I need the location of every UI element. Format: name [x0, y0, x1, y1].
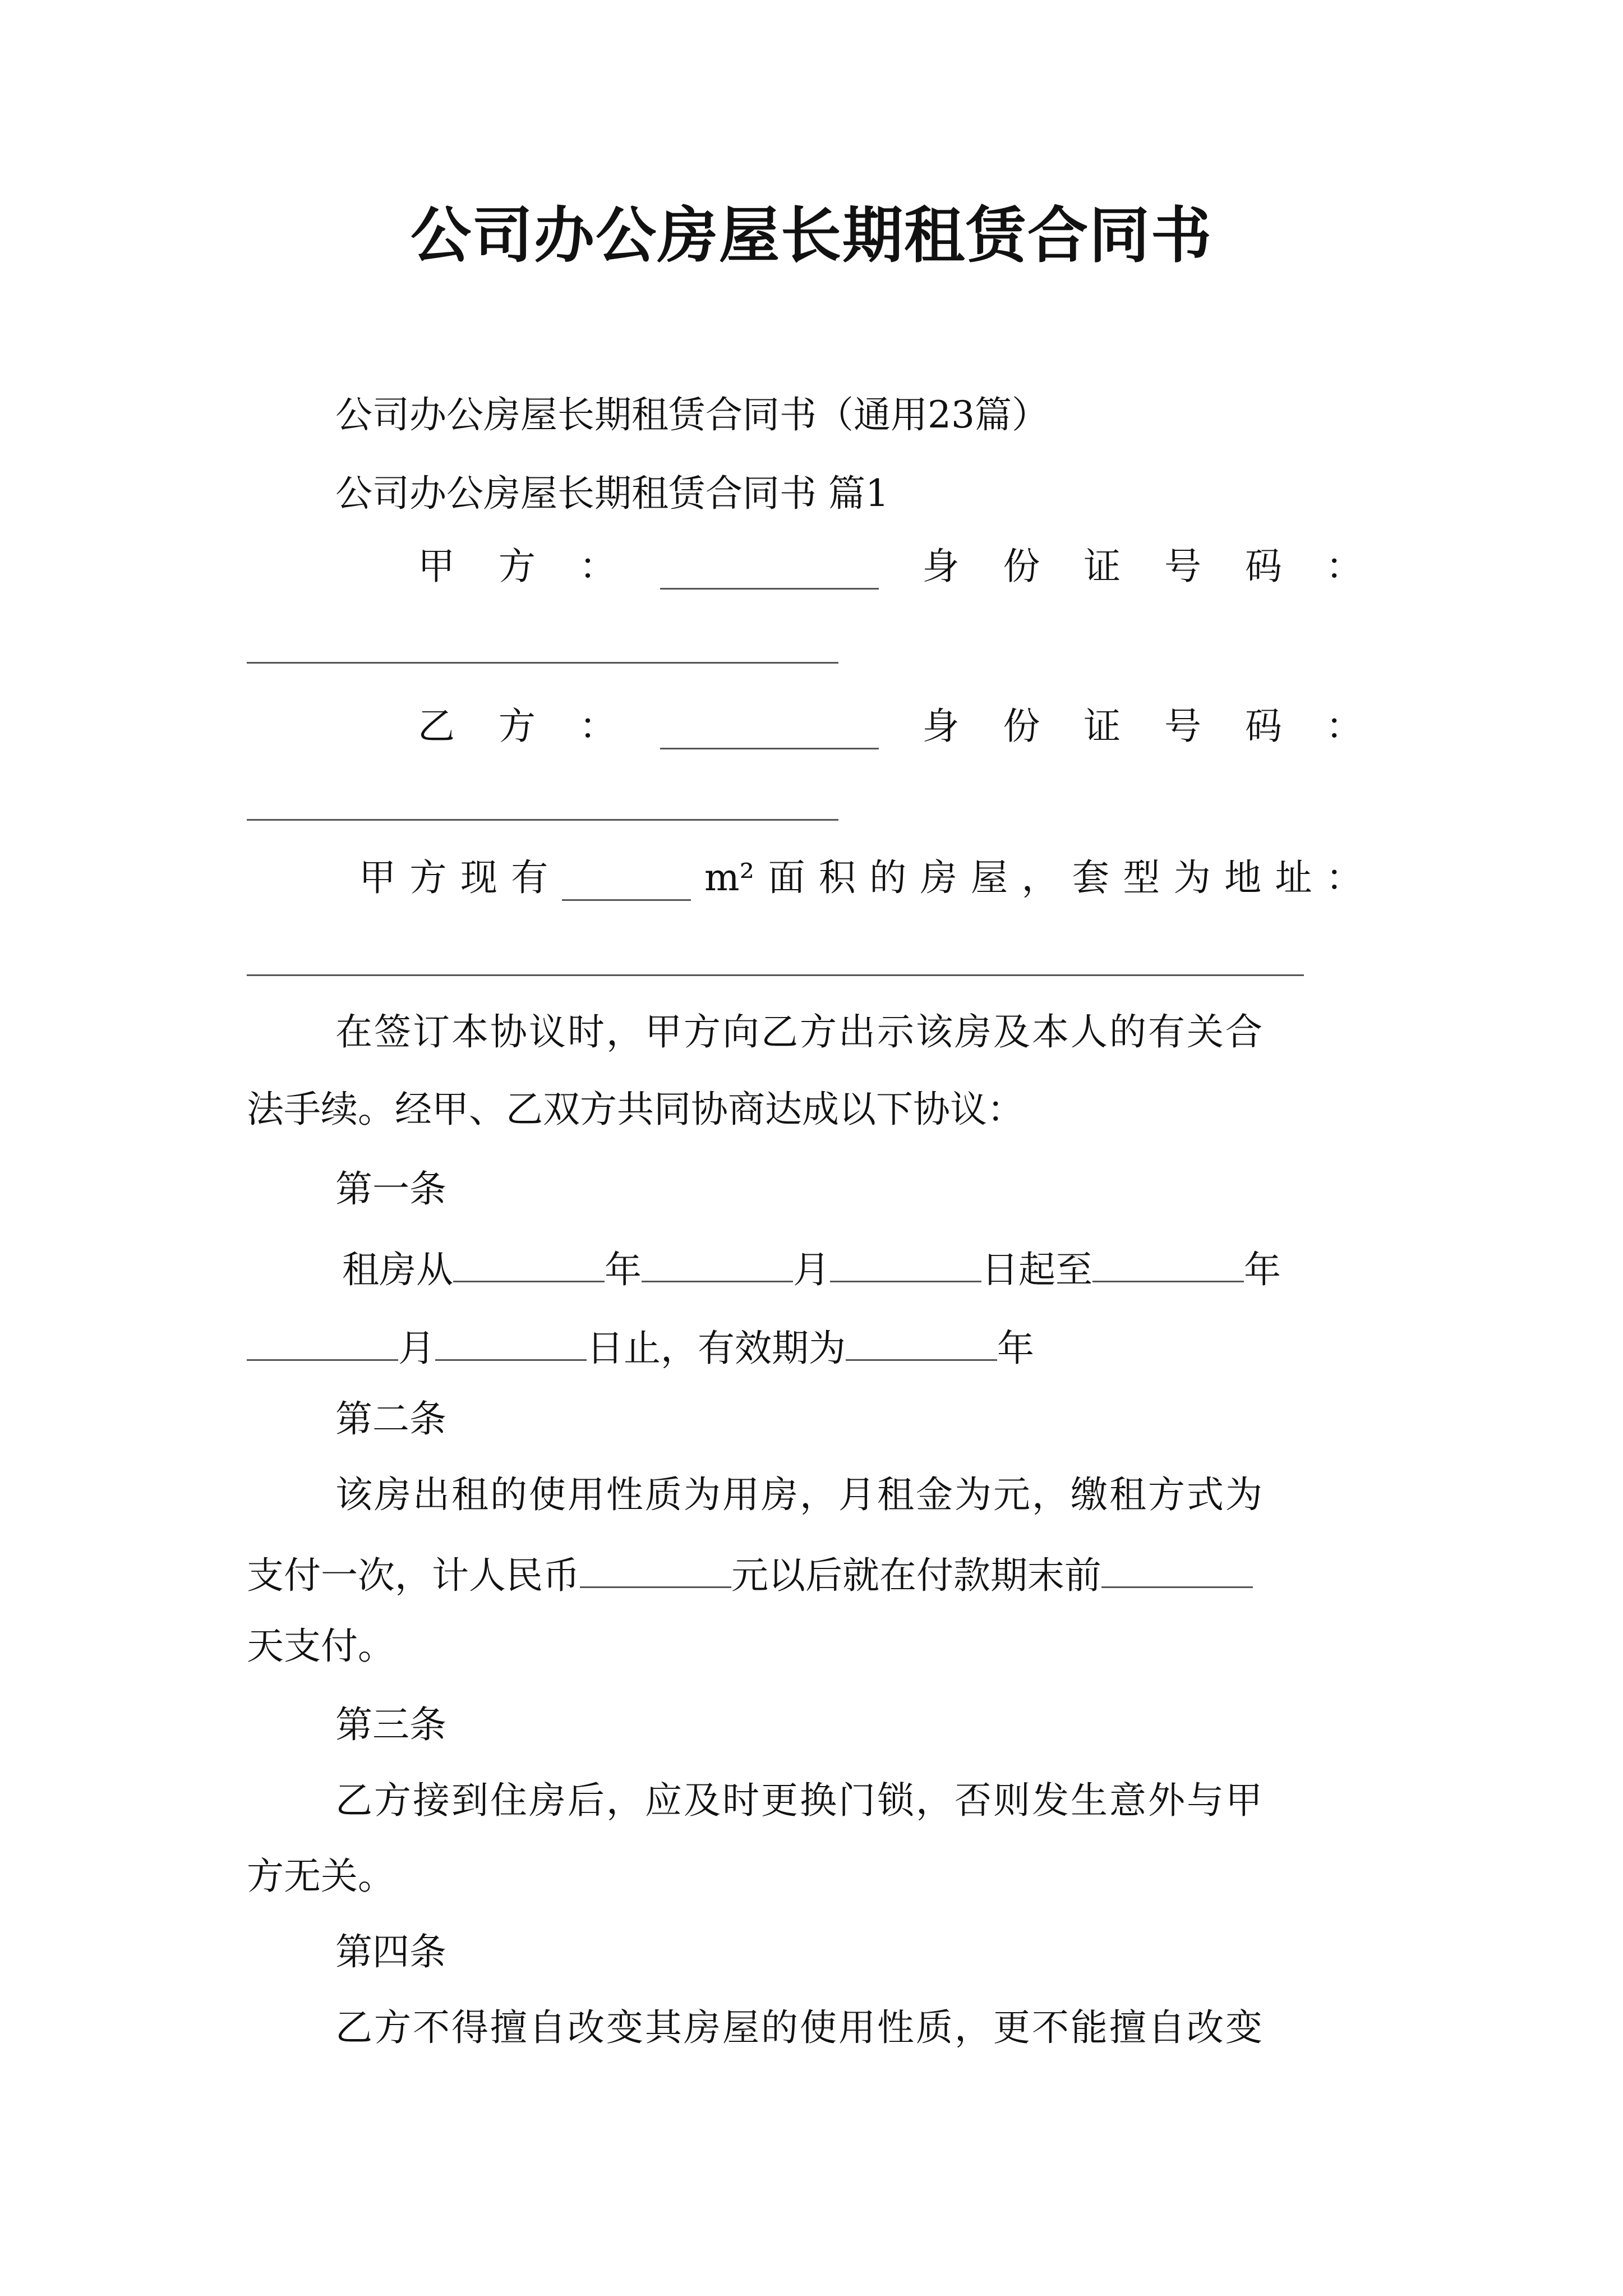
payment-days-blank: [1101, 1543, 1253, 1588]
party-a-id-label-char: 份: [1003, 545, 1040, 588]
party-a-id-blank: [247, 662, 838, 664]
article-3-line-2: 方无关。: [247, 1855, 395, 1898]
property-suffix-char: ，: [1021, 856, 1059, 899]
end-month-blank: [247, 1315, 398, 1361]
party-b-id-label-char: 号: [1164, 705, 1202, 748]
part-heading: 公司办公房屋长期租赁合同书 篇1: [335, 472, 889, 515]
article-4-heading: 第四条: [335, 1930, 446, 1973]
property-row: [359, 850, 1363, 906]
party-a-row: [418, 539, 1363, 595]
party-b-label-char: 乙: [418, 705, 455, 748]
intro-line-1: 在签订本协议时，甲方向乙方出示该房及本人的有关合: [335, 1010, 1264, 1053]
property-unit: m²: [704, 856, 755, 899]
article-1-line-1: [342, 1237, 1281, 1298]
property-suffix-char: 址: [1275, 856, 1312, 899]
article-1-text: 租房从: [342, 1248, 453, 1291]
party-a-label-char: 甲: [418, 545, 455, 588]
article-2-text: 支付一次，计人民币: [247, 1554, 580, 1597]
rent-amount-blank: [580, 1543, 731, 1588]
article-1-heading: 第一条: [335, 1167, 446, 1211]
party-b-name-blank: [660, 704, 879, 749]
article-3-heading: 第三条: [335, 1703, 446, 1746]
article-1-text: 日止，有效期为: [587, 1327, 846, 1370]
party-b-row: [418, 698, 1363, 754]
party-b-label-char: 方: [498, 705, 536, 748]
party-b-id-label-char: ：: [1325, 705, 1363, 748]
property-area-blank: [562, 855, 691, 901]
property-suffix-char: 套: [1072, 856, 1109, 899]
article-2-line-3: 天支付。: [247, 1625, 395, 1668]
party-a-label-char: 方: [498, 545, 536, 588]
party-b-id-label-char: 码: [1245, 705, 1282, 748]
property-prefix-char: 方: [409, 856, 447, 899]
end-day-blank: [435, 1315, 587, 1361]
party-a-id-label-char: 码: [1245, 545, 1282, 588]
end-year-blank: [1092, 1237, 1244, 1282]
article-1-text: 日起至: [981, 1248, 1092, 1291]
property-suffix-char: 房: [920, 856, 957, 899]
party-b-label-char: ：: [579, 705, 616, 748]
day-blank: [830, 1237, 981, 1282]
article-1-text: 月: [793, 1248, 830, 1291]
article-2-line-2: [247, 1543, 1253, 1604]
article-2-text: 元以后就在付款期末前: [731, 1554, 1101, 1597]
property-prefix-char: 现: [460, 856, 497, 899]
article-3-line-1: 乙方接到住房后，应及时更换门锁，否则发生意外与甲: [335, 1779, 1264, 1822]
party-a-id-label-char: 号: [1164, 545, 1202, 588]
party-a-id-label-char: ：: [1325, 545, 1363, 588]
article-1-line-2: [247, 1315, 1034, 1377]
article-1-text: 年: [605, 1248, 642, 1291]
article-1-text: 年: [997, 1327, 1034, 1370]
party-b-id-label-char: 份: [1003, 705, 1040, 748]
property-suffix-char: 地: [1224, 856, 1262, 899]
property-suffix-char: ：: [1325, 856, 1363, 899]
property-suffix-char: 屋: [971, 856, 1008, 899]
property-suffix-char: 型: [1123, 856, 1160, 899]
term-blank: [846, 1315, 997, 1361]
party-a-name-blank: [660, 544, 879, 590]
party-b-id-blank: [247, 819, 838, 821]
article-2-line-1: 该房出租的使用性质为用房，月租金为元，缴租方式为: [335, 1473, 1264, 1516]
property-suffix-char: 的: [869, 856, 907, 899]
article-1-text: 月: [398, 1327, 435, 1370]
party-a-id-label-char: 身: [922, 545, 960, 588]
article-4-line-1: 乙方不得擅自改变其房屋的使用性质，更不能擅自改变: [335, 2006, 1264, 2049]
property-suffix-char: 面: [768, 856, 805, 899]
intro-line-2: 法手续。经甲、乙双方共同协商达成以下协议：: [247, 1088, 1024, 1131]
month-blank: [642, 1237, 793, 1282]
property-suffix-char: 为: [1173, 856, 1211, 899]
subtitle: 公司办公房屋长期租赁合同书（通用23篇）: [335, 393, 1049, 436]
party-b-id-label-char: 身: [922, 705, 960, 748]
property-prefix-char: 甲: [359, 856, 396, 899]
property-suffix-char: 积: [818, 856, 856, 899]
party-b-id-label-char: 证: [1083, 705, 1121, 748]
party-a-label-char: ：: [579, 545, 616, 588]
article-1-text: 年: [1244, 1248, 1281, 1291]
property-address-blank: [247, 974, 1304, 976]
document-title: 公司办公房屋长期租赁合同书: [410, 200, 1212, 271]
year-blank: [453, 1237, 605, 1282]
article-2-heading: 第二条: [335, 1397, 446, 1441]
property-prefix-char: 有: [511, 856, 548, 899]
party-a-id-label-char: 证: [1083, 545, 1121, 588]
